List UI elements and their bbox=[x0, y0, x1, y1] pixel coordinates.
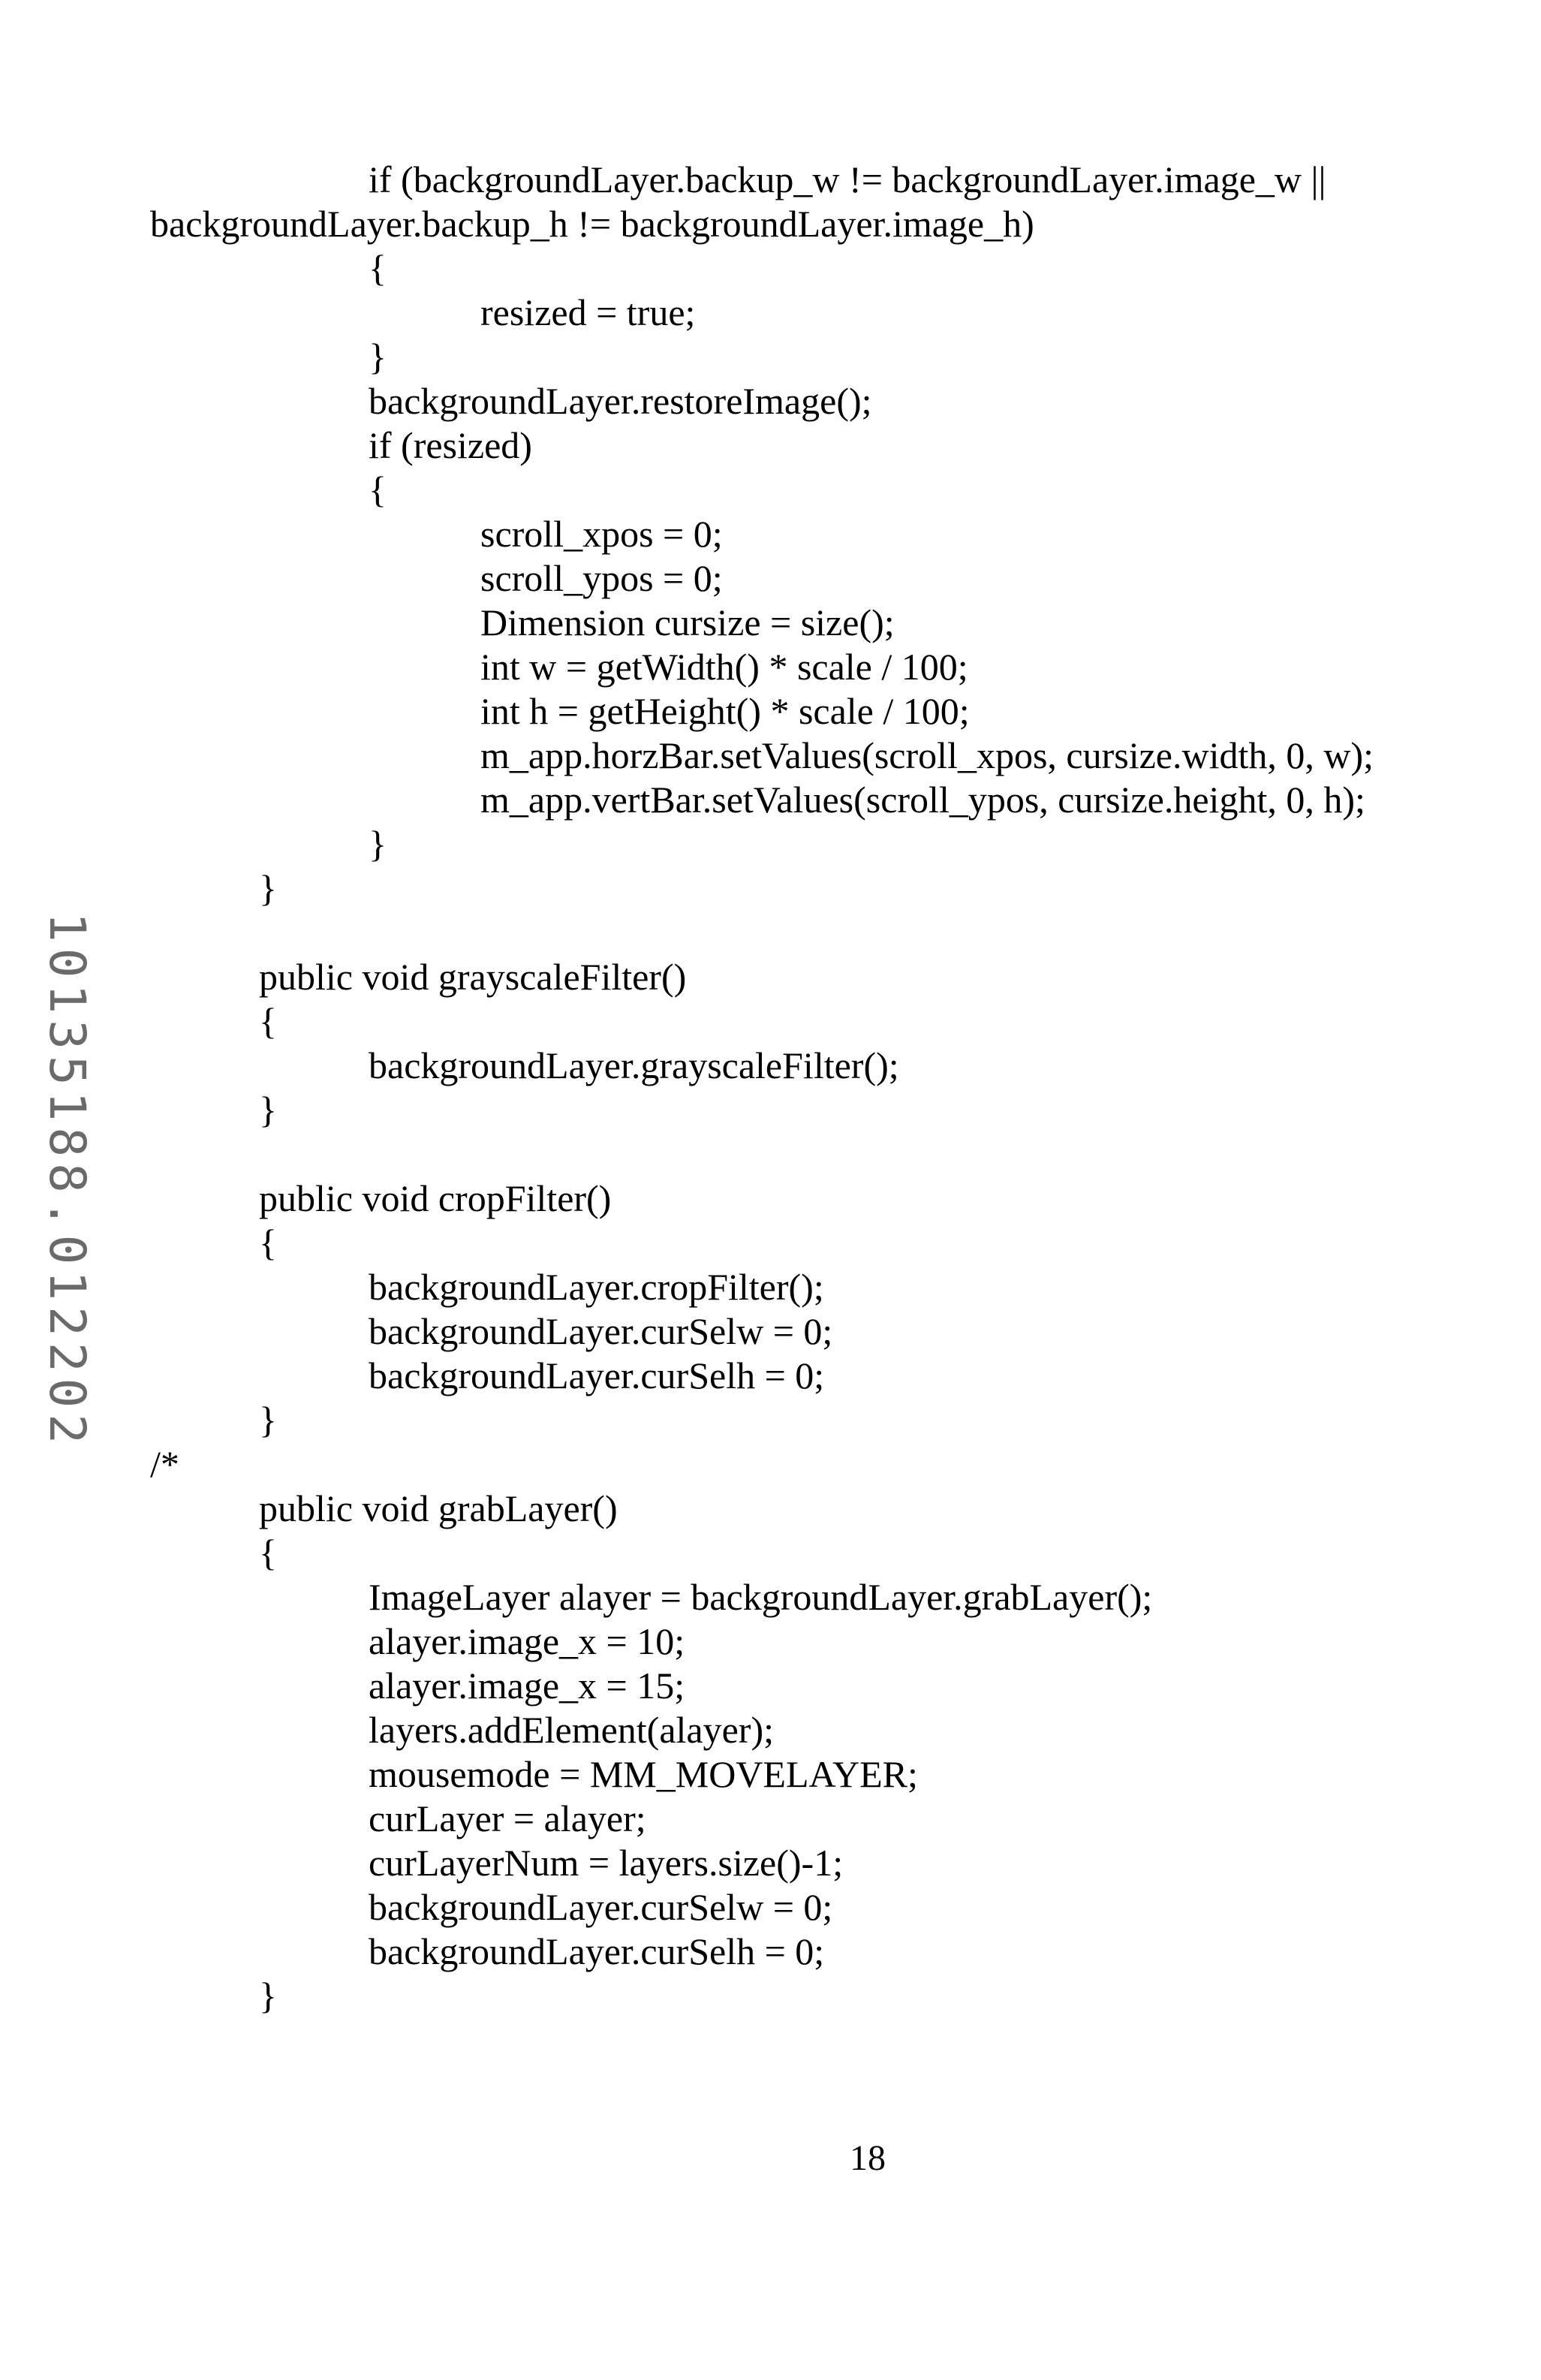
code-line bbox=[0, 1619, 1541, 1664]
code-line bbox=[0, 1752, 1541, 1797]
code-line-text: /* bbox=[150, 1442, 179, 1487]
code-listing bbox=[0, 158, 1541, 2018]
code-line-text: alayer.image_x = 10; bbox=[369, 1619, 685, 1664]
code-line-text: backgroundLayer.curSelh = 0; bbox=[369, 1930, 824, 1974]
code-line bbox=[0, 1664, 1541, 1708]
code-line-text: } bbox=[259, 866, 277, 911]
code-line-text: backgroundLayer.backup_h != backgroundLayer.image_h) bbox=[150, 202, 1034, 246]
code-line bbox=[0, 158, 1541, 202]
code-line bbox=[0, 1885, 1541, 1930]
code-line bbox=[0, 866, 1541, 911]
code-line-text: backgroundLayer.curSelw = 0; bbox=[369, 1885, 832, 1930]
code-line-text: public void grabLayer() bbox=[259, 1487, 618, 1531]
code-line bbox=[0, 202, 1541, 246]
code-line bbox=[0, 1575, 1541, 1619]
code-line-text: mousemode = MM_MOVELAYER; bbox=[369, 1752, 918, 1797]
code-line bbox=[0, 1442, 1541, 1487]
code-line bbox=[0, 999, 1541, 1044]
side-stamp-text: 10135188.012202 bbox=[38, 912, 96, 1450]
code-line-text: int w = getWidth() * scale / 100; bbox=[480, 645, 968, 689]
code-line bbox=[0, 734, 1541, 778]
code-line-text: backgroundLayer.cropFilter(); bbox=[369, 1265, 824, 1309]
code-line-text: resized = true; bbox=[480, 291, 695, 335]
code-line-text: public void cropFilter() bbox=[259, 1176, 611, 1221]
code-line bbox=[0, 601, 1541, 645]
code-line bbox=[0, 1309, 1541, 1354]
code-line bbox=[0, 291, 1541, 335]
code-line bbox=[0, 246, 1541, 291]
code-line bbox=[0, 379, 1541, 423]
code-line-text: } bbox=[369, 822, 387, 866]
code-line bbox=[0, 556, 1541, 601]
code-line-text: } bbox=[259, 1974, 277, 2018]
code-line bbox=[0, 1974, 1541, 2018]
page-number: 18 bbox=[0, 2136, 1541, 2181]
code-line bbox=[0, 1797, 1541, 1841]
code-line-text: curLayerNum = layers.size()-1; bbox=[369, 1841, 843, 1885]
code-line-text: } bbox=[259, 1088, 277, 1132]
code-line bbox=[0, 1176, 1541, 1221]
code-line bbox=[0, 911, 1541, 955]
code-line-text: if (backgroundLayer.backup_w != backgroundLayer.image_w || bbox=[369, 158, 1326, 202]
code-line-text: { bbox=[259, 1221, 277, 1265]
code-line-text: m_app.horzBar.setValues(scroll_xpos, cursize.width, 0, w); bbox=[480, 734, 1374, 778]
code-line-text: public void grayscaleFilter() bbox=[259, 955, 686, 999]
code-line-text: ImageLayer alayer = backgroundLayer.grabLayer(); bbox=[369, 1575, 1152, 1619]
code-line bbox=[0, 778, 1541, 822]
code-line bbox=[0, 1930, 1541, 1974]
code-line-text: { bbox=[259, 1531, 277, 1575]
code-line bbox=[0, 645, 1541, 689]
code-line-text: backgroundLayer.curSelh = 0; bbox=[369, 1354, 824, 1398]
code-line-text: backgroundLayer.restoreImage(); bbox=[369, 379, 872, 423]
code-line-text: { bbox=[259, 999, 277, 1044]
code-line bbox=[0, 1354, 1541, 1398]
code-line-text: if (resized) bbox=[369, 423, 532, 468]
code-line bbox=[0, 1531, 1541, 1575]
code-line bbox=[0, 822, 1541, 866]
code-line-text: layers.addElement(alayer); bbox=[369, 1708, 774, 1752]
code-line bbox=[0, 1398, 1541, 1442]
code-line bbox=[0, 1044, 1541, 1088]
code-line-text: { bbox=[369, 246, 387, 291]
code-line-text: scroll_xpos = 0; bbox=[480, 512, 723, 556]
code-line bbox=[0, 1487, 1541, 1531]
code-line bbox=[0, 1841, 1541, 1885]
code-line-text: backgroundLayer.grayscaleFilter(); bbox=[369, 1044, 899, 1088]
code-line bbox=[0, 1265, 1541, 1309]
code-line-text: scroll_ypos = 0; bbox=[480, 556, 723, 601]
code-line bbox=[0, 1132, 1541, 1176]
code-line bbox=[0, 1088, 1541, 1132]
code-line-text: { bbox=[369, 468, 387, 512]
code-line bbox=[0, 955, 1541, 999]
code-line bbox=[0, 689, 1541, 734]
code-line-text: backgroundLayer.curSelw = 0; bbox=[369, 1309, 832, 1354]
code-line bbox=[0, 423, 1541, 468]
code-line bbox=[0, 1708, 1541, 1752]
code-line-text: } bbox=[259, 1398, 277, 1442]
code-line-text: } bbox=[369, 335, 387, 379]
code-line-text: int h = getHeight() * scale / 100; bbox=[480, 689, 970, 734]
code-line bbox=[0, 512, 1541, 556]
code-line bbox=[0, 468, 1541, 512]
code-line bbox=[0, 1221, 1541, 1265]
code-line-text: Dimension cursize = size(); bbox=[480, 601, 895, 645]
code-line-text: m_app.vertBar.setValues(scroll_ypos, cursize.height, 0, h); bbox=[480, 778, 1365, 822]
code-line-text: curLayer = alayer; bbox=[369, 1797, 646, 1841]
code-line bbox=[0, 335, 1541, 379]
code-line-text: alayer.image_x = 15; bbox=[369, 1664, 685, 1708]
